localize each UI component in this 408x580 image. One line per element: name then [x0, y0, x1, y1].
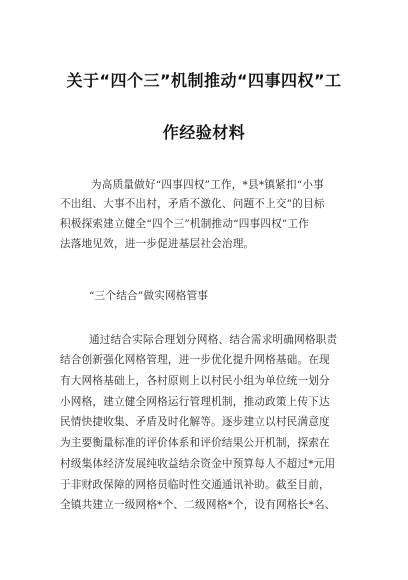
intro-line-4: 法落地见效，进一步促进基层社会治理。	[60, 238, 255, 250]
section-line-1: 通过结合实际合理划分网格、结合需求明确网格职责	[89, 334, 338, 346]
section-line-9: 全镇共建立一级网格*个、二级网格*个，设有网格长*名、	[60, 499, 336, 511]
document-title-line-1: 关于“四个三”机制推动“四事四权”工	[66, 71, 342, 90]
section-line-3: 有大网格基础上，各村原则上以村民小组为单位统一划分	[60, 375, 330, 387]
section-line-5: 民情快捷收集、矛盾及时化解等。逐步建立以村民满意度	[60, 416, 330, 428]
intro-line-1: 为高质量做好“四事四权”工作，*县*镇紧扣“小事	[91, 179, 324, 191]
intro-line-2: 不出组、大事不出村，矛盾不激化、问题不上交”的目标	[60, 198, 325, 210]
section-line-6: 为主要衡量标准的评价体系和评价结果公开机制，探索在	[60, 437, 330, 449]
section-heading: “三个结合”做实网格管事	[89, 290, 209, 302]
section-line-2: 结合创新强化网格管理，进一步优化提升网格基础。在现	[60, 354, 330, 366]
document-title-line-2: 作经验材料	[162, 123, 246, 142]
section-line-8: 于非财政保障的网格员临时性交通通讯补助。截至目前，	[60, 479, 330, 491]
intro-line-3: 积极探索建立健全“四个三”机制推动“四事四权”工作	[60, 218, 310, 230]
section-line-4: 小网格，建立健全网格运行管理机制，推动政策上传下达	[60, 396, 330, 408]
section-line-7: 村级集体经济发展纯收益结余资金中预算每人不超过*元用	[60, 458, 336, 470]
